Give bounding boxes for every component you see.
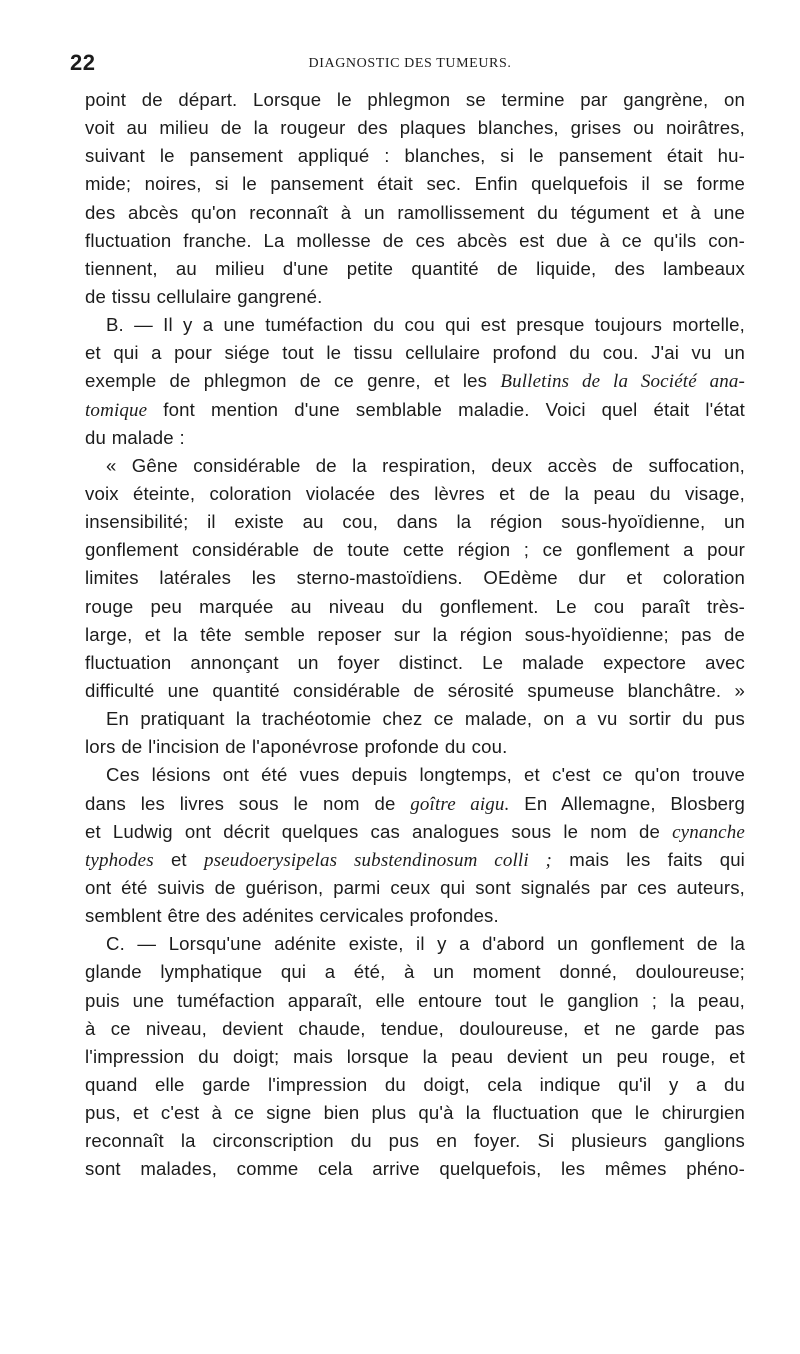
text-line xyxy=(85,677,745,705)
text-segment: « Gêne considérable de la respiration, deux accès de suffocation, xyxy=(106,454,745,476)
text-line xyxy=(85,790,745,818)
text-segment: voix éteinte, coloration violacée des lèvres et de la peau du visage, xyxy=(85,482,745,504)
text-line xyxy=(85,170,745,198)
text-segment: dans les livres sous le nom de xyxy=(85,792,411,814)
text-segment: fluctuation franche. La mollesse de ces abcès est due à ce qu'ils con- xyxy=(85,229,745,251)
text-segment: et xyxy=(153,848,204,870)
text-line xyxy=(85,1099,745,1127)
text-line xyxy=(85,902,745,930)
text-line xyxy=(85,227,745,255)
text-segment: ont été suivis de guérison, parmi ceux qui sont signalés par ces auteurs, xyxy=(85,876,745,898)
text-line xyxy=(85,1155,745,1183)
italic-text: typhodes xyxy=(85,849,154,871)
text-line xyxy=(85,142,745,170)
text-segment: mais les faits qui xyxy=(552,848,745,870)
text-segment: Ces lésions ont été vues depuis longtemps, et c'est ce qu'on trouve xyxy=(106,764,745,786)
text-segment: font mention d'une semblable maladie. Voici quel était l'état xyxy=(147,398,745,420)
text-segment: gonflement considérable de toute cette région ; ce gonflement a pour xyxy=(85,539,745,561)
text-segment: de tissu cellulaire gangrené. xyxy=(85,285,323,307)
text-segment: En pratiquant la trachéotomie chez ce malade, on a vu sortir du pus xyxy=(106,708,745,730)
text-segment: C. — Lorsqu'une adénite existe, il y a d'abord un gonflement de la xyxy=(106,933,745,955)
text-line xyxy=(85,1015,745,1043)
text-line xyxy=(85,1127,745,1155)
italic-text: goître aigu. xyxy=(410,793,510,815)
body-text xyxy=(85,86,745,1183)
text-line xyxy=(85,1043,745,1071)
text-segment: semblent être des adénites cervicales profondes. xyxy=(85,905,499,927)
text-segment: pus, et c'est à ce signe bien plus qu'à la fluctuation que le chirurgien xyxy=(85,1102,745,1124)
text-line xyxy=(85,958,745,986)
text-segment: insensibilité; il existe au cou, dans la région sous-hyoïdienne, un xyxy=(85,511,745,533)
text-line xyxy=(85,86,745,114)
text-segment: à ce niveau, devient chaude, tendue, douloureuse, et ne garde pas xyxy=(85,1017,745,1039)
text-line xyxy=(85,114,745,142)
text-line xyxy=(85,593,745,621)
text-segment: En Allemagne, Blosberg xyxy=(509,792,746,814)
text-line xyxy=(85,367,745,395)
italic-text: tomique xyxy=(85,399,148,421)
text-line xyxy=(85,480,745,508)
text-line xyxy=(85,339,745,367)
text-line xyxy=(85,536,745,564)
text-segment: l'impression du doigt; mais lorsque la peau devient un peu rouge, et xyxy=(85,1045,745,1067)
text-segment: point de départ. Lorsque le phlegmon se termine par gangrène, on xyxy=(85,89,745,110)
text-line xyxy=(85,255,745,283)
text-line xyxy=(85,705,745,733)
text-segment: exemple de phlegmon de ce genre, et les xyxy=(85,370,501,392)
text-line xyxy=(85,733,745,761)
text-line xyxy=(85,508,745,536)
text-segment: rouge peu marquée au niveau du gonflement. Le cou paraît très- xyxy=(85,595,745,617)
text-segment: fluctuation annonçant un foyer distinct. Le malade expectore avec xyxy=(85,651,745,673)
text-line xyxy=(85,564,745,592)
text-segment: quand elle garde l'impression du doigt, cela indique qu'il y a du xyxy=(85,1073,745,1095)
text-segment: puis une tuméfaction apparaît, elle entoure tout le ganglion ; la peau, xyxy=(85,989,745,1011)
text-segment: tiennent, au milieu d'une petite quantité de liquide, des lambeaux xyxy=(85,257,745,279)
italic-text: Bulletins de la Société ana- xyxy=(500,371,745,393)
text-segment: suivant le pansement appliqué : blanches, si le pansement était hu- xyxy=(85,145,745,167)
text-segment: des abcès qu'on reconnaît à un ramollissement du tégument et à une xyxy=(85,201,745,223)
text-line xyxy=(85,199,745,227)
text-line xyxy=(85,987,745,1015)
text-segment: et qui a pour siége tout le tissu cellulaire profond du cou. J'ai vu un xyxy=(85,342,745,364)
text-segment: difficulté une quantité considérable de sérosité spumeuse blanchâtre. » xyxy=(85,679,745,701)
text-line xyxy=(85,621,745,649)
text-segment: limites latérales les sterno-mastoïdiens. OEdème dur et coloration xyxy=(85,567,745,589)
text-line xyxy=(85,846,745,874)
text-line xyxy=(85,761,745,789)
text-line xyxy=(85,424,745,452)
text-segment: sont malades, comme cela arrive quelquefois, les mêmes phéno- xyxy=(85,1158,745,1180)
text-segment: et Ludwig ont décrit quelques cas analogues sous le nom de xyxy=(85,820,673,842)
page-number: 22 xyxy=(70,50,96,75)
italic-text: cynanche xyxy=(672,821,745,843)
running-title: DIAGNOSTIC DES TUMEURS. xyxy=(308,56,512,71)
running-header xyxy=(70,50,750,82)
text-line xyxy=(85,874,745,902)
text-line xyxy=(85,283,745,311)
text-line xyxy=(85,930,745,958)
text-segment: glande lymphatique qui a été, à un moment donné, douloureuse; xyxy=(85,961,745,983)
text-line xyxy=(85,1071,745,1099)
text-segment: reconnaît la circonscription du pus en foyer. Si plusieurs ganglions xyxy=(85,1130,745,1152)
italic-text: pseudoerysipelas substendinosum colli ; xyxy=(203,849,553,871)
text-line xyxy=(85,452,745,480)
text-line xyxy=(85,311,745,339)
text-line xyxy=(85,818,745,846)
text-segment: lors de l'incision de l'aponévrose profonde du cou. xyxy=(85,736,508,758)
text-segment: mide; noires, si le pansement était sec. Enfin quelquefois il se forme xyxy=(85,173,745,195)
text-line xyxy=(85,649,745,677)
text-segment: large, et la tête semble reposer sur la région sous-hyoïdienne; pas de xyxy=(85,623,745,645)
text-segment: du malade : xyxy=(85,426,185,448)
text-segment: B. — Il y a une tuméfaction du cou qui est presque toujours mortelle, xyxy=(106,314,745,336)
text-segment: voit au milieu de la rougeur des plaques blanches, grises ou noirâtres, xyxy=(85,117,745,139)
text-line xyxy=(85,396,745,424)
